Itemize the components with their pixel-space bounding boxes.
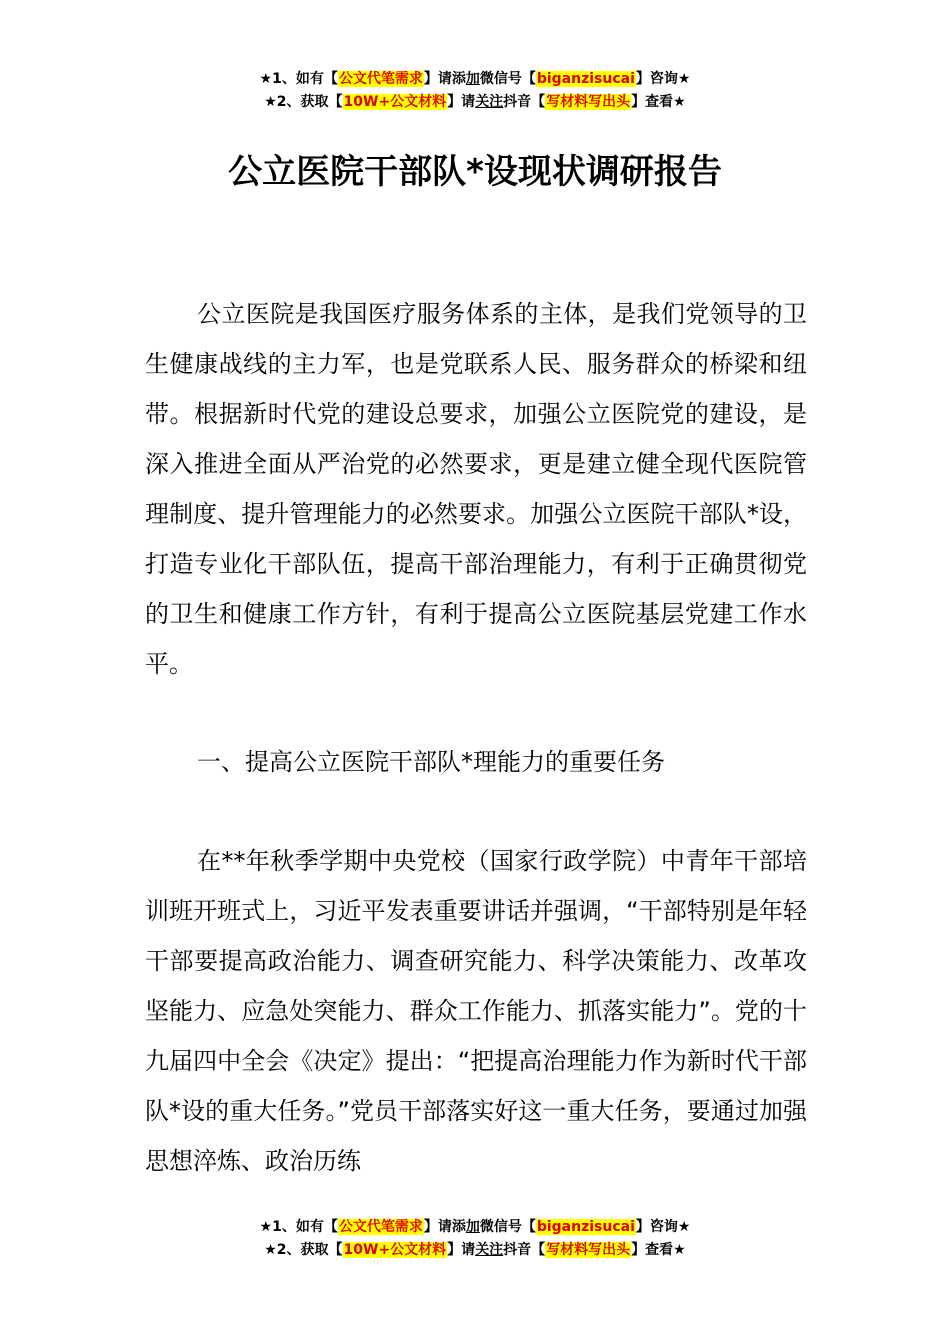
- top-promo-banner: [0, 68, 950, 114]
- promo-text: 】咨询★: [635, 71, 691, 87]
- promo-text: 】请: [447, 94, 476, 110]
- promo-line-1: [0, 68, 950, 91]
- promo-line-1: [0, 1216, 950, 1239]
- promo-text: 抖音【: [503, 94, 546, 110]
- promo-wechat-id: biganzisucai: [536, 71, 635, 87]
- promo-underlined-text: 关注: [475, 94, 504, 110]
- promo-text: 】请添: [423, 1219, 466, 1235]
- promo-text: 】咨询★: [635, 1219, 691, 1235]
- promo-underlined-text: 关注: [475, 1242, 504, 1258]
- promo-text: ★2、获取【: [264, 1242, 343, 1258]
- body-paragraph-2: 在**年秋季学期中央党校（国家行政学院）中青年干部培训班开班式上，习近平发表重要讲话并强调，“干部特别是年轻干部要提高政治能力、调查研究能力、科学决策能力、改革攻坚能力、应急处突能力、群众工作能力、抓落实能力”。党的十九届四中全会《决定》提出：“把提高治理能力作为新时代干部队*设的重大任务。”党员干部落实好这一重大任务，要通过加强思想淬炼、政治历练: [145, 847, 807, 1175]
- promo-text: 微信号【: [479, 1219, 536, 1235]
- promo-wechat-id: biganzisucai: [536, 1219, 635, 1235]
- promo-highlight: 10W+公文材料: [343, 1242, 447, 1258]
- promo-text: 】查看★: [631, 94, 686, 110]
- promo-douyin-id: 写材料写出头: [546, 1242, 631, 1258]
- promo-text: 】查看★: [631, 1242, 686, 1258]
- body-paragraph-1: 公立医院是我国医疗服务体系的主体，是我们党领导的卫生健康战线的主力军，也是党联系人民、服务群众的桥梁和纽带。根据新时代党的建设总要求，加强公立医院党的建设，是深入推进全面从严治党的必然要求，更是建立健全现代医院管理制度、提升管理能力的必然要求。加强公立医院干部队*设，打造专业化干部队伍，提高干部治理能力，有利于正确贯彻党的卫生和健康工作方针，有利于提高公立医院基层党建工作水平。: [145, 300, 807, 678]
- promo-highlight: 公文代笔需求: [338, 71, 423, 87]
- document-title: 公立医院干部队*设现状调研报告: [228, 152, 722, 192]
- promo-text: ★2、获取【: [264, 94, 343, 110]
- promo-underlined-text: 加: [465, 1219, 480, 1235]
- promo-highlight: 10W+公文材料: [343, 94, 447, 110]
- bottom-promo-banner: [0, 1216, 950, 1262]
- promo-douyin-id: 写材料写出头: [546, 94, 631, 110]
- promo-text: ★1、如有【: [259, 1219, 338, 1235]
- promo-text: 】请: [447, 1242, 476, 1258]
- promo-text: 】请添: [423, 71, 466, 87]
- promo-line-2: [0, 1239, 950, 1262]
- section-heading-1: 一、提高公立医院干部队*理能力的重要任务: [197, 748, 665, 776]
- promo-line-2: [0, 91, 950, 114]
- promo-highlight: 公文代笔需求: [338, 1219, 423, 1235]
- promo-text: ★1、如有【: [259, 71, 338, 87]
- promo-underlined-text: 加: [465, 71, 480, 87]
- promo-text: 抖音【: [503, 1242, 546, 1258]
- promo-text: 微信号【: [479, 71, 536, 87]
